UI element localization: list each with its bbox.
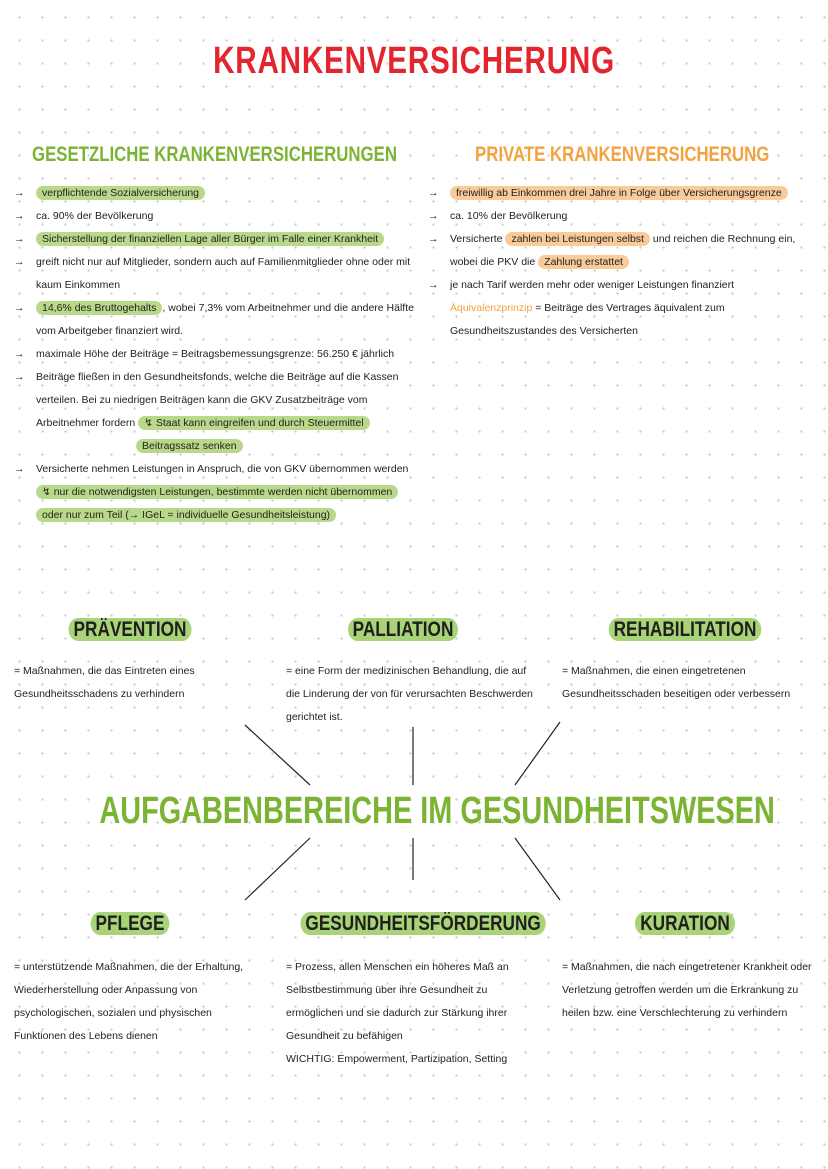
list-item: → ca. 90% der Bevölkerung	[14, 210, 154, 222]
area-text: = Maßnahmen, die einen eingetretenen Gesundheitsschaden beseitigen oder verbessern	[562, 665, 791, 700]
area-text: = Prozess, allen Menschen ein höheres Maß an Selbstbestimmung über ihre Gesundheit zu ermöglichen und sie dadurch zur Stärkung ihrer Gesundheit zu befähigen WICHTIG: Empowerment, Partizipation, Setting	[286, 961, 509, 1065]
area-text: = eine Form der medizinischen Behandlung, die auf die Linderung der von für verursachten Beschwerden gerichtet ist.	[286, 665, 533, 723]
gkv-heading: GESETZLICHE KRANKENVERSICHERUNGEN	[32, 143, 397, 166]
page-title: KRANKENVERSICHERUNG	[213, 40, 615, 82]
list-item: → Beiträge fließen in den Gesundheitsfonds, welche die Beiträge auf die Kassen verteilen. Bei zu niedrigen Beiträgen kann die GKV Zusatzbeiträge vom Arbeitnehmer fordern ↯ Staat kann eingreifen und durch Steuermittel Beitragssatz senken	[14, 371, 399, 452]
area-title: PALLIATION	[321, 618, 485, 642]
area-title: PRÄVENTION	[48, 618, 212, 642]
area-title: PFLEGE	[48, 912, 212, 936]
area-title: GESUNDHEITSFÖRDERUNG	[301, 912, 506, 936]
area-title: REHABILITATION	[603, 618, 767, 642]
area-title: KURATION	[603, 912, 767, 936]
list-item: → maximale Höhe der Beiträge = Beitragsbemessungsgrenze: 56.250 € jährlich	[14, 348, 395, 360]
center-title: AUFGABENBEREICHE IM GESUNDHEITSWESEN	[99, 790, 775, 832]
pkv-heading: PRIVATE KRANKENVERSICHERUNG	[475, 143, 770, 166]
area-text: = unterstützende Maßnahmen, die der Erhaltung, Wiederherstellung oder Anpassung von psychologischen, sozialen und physischen Funktionen des Lebens dienen	[14, 961, 244, 1042]
list-item: → freiwillig ab Einkommen drei Jahre in Folge über Versicherungsgrenze	[428, 182, 818, 205]
list-item: → ca. 10% der Bevölkerung	[428, 210, 568, 222]
area-text: = Maßnahmen, die das Eintreten eines Gesundheitsschadens zu verhindern	[14, 665, 195, 700]
list-item: → 14,6% des Bruttogehalts , wobei 7,3% vom Arbeitnehmer und die andere Hälfte vom Arbeitgeber finanziert wird.	[14, 302, 414, 337]
list-item: → je nach Tarif werden mehr oder weniger Leistungen finanziert Äquivalenzprinzip = Beiträge des Vertrages äquivalent zum Gesundheitszustandes des Versicherten	[428, 279, 735, 337]
area-text: = Maßnahmen, die nach eingetretener Krankheit oder Verletzung getroffen werden um die Erkrankung zu heilen bzw. eine Verschlechterung zu verhindern	[562, 961, 812, 1019]
list-item: → Sicherstellung der finanziellen Lage aller Bürger im Falle einer Krankheit	[14, 228, 414, 251]
list-item: → Versicherte nehmen Leistungen in Anspruch, die von GKV übernommen werden ↯ nur die notwendigsten Leistungen, bestimmte werden nicht übernommen oder nur zum Teil (→ IGeL = individuelle Gesundheitsleistung)	[14, 463, 409, 521]
list-item: → verpflichtende Sozialversicherung	[14, 182, 414, 205]
list-item: → greift nicht nur auf Mitglieder, sondern auch auf Familienmitglieder ohne oder mit kaum Einkommen	[14, 256, 411, 291]
list-item: → Versicherte zahlen bei Leistungen selbst und reichen die Rechnung ein, wobei die PKV die Zahlung erstattet	[428, 233, 796, 268]
